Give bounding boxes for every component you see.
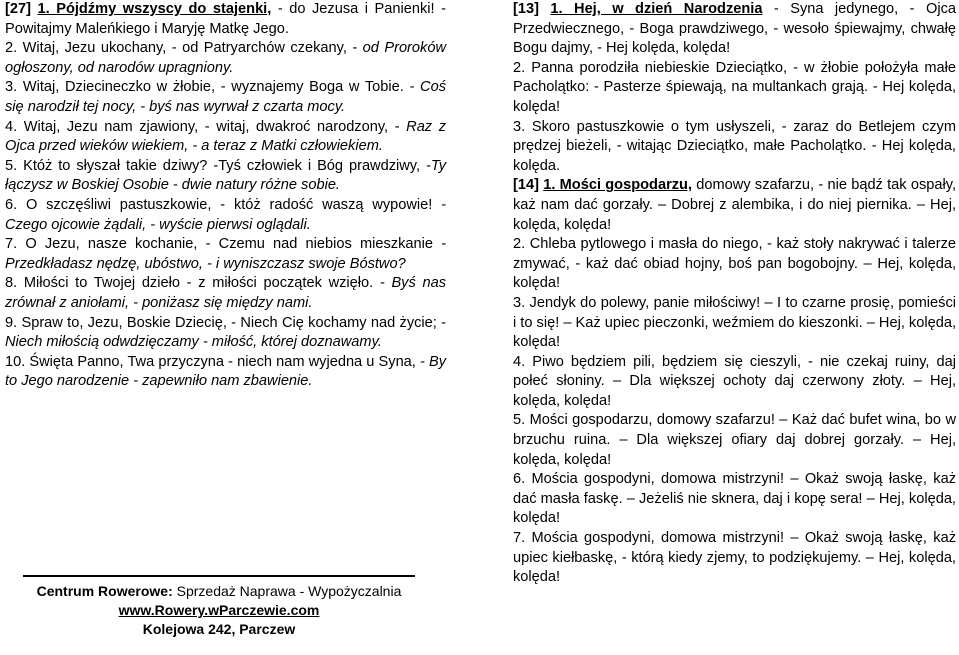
verse-text: 3. Witaj, Dziecineczko w żłobie, - wyznajemy Boga w Tobie. <box>5 79 410 96</box>
song-13-verse-2: 2. Panna porodziła niebieskie Dzieciątko, - w żłobie położyła małe Pacholątko: - Pasterze śpiewają, na multankach grają. - Hej kolęda, kolęda! <box>513 59 956 115</box>
verse-refrain: - Coś się narodził tej nocy, - byś nas wyrwał z czarta mocy. <box>5 79 446 115</box>
ad-website-link[interactable]: www.Rowery.wParczewie.com <box>118 602 320 618</box>
song-14-verse-1 <box>513 176 956 235</box>
verse-refrain: - Przedkładasz nędzę, ubóstwo, - i wyniszczasz swoje Bóstwo? <box>5 236 446 272</box>
verse-refrain: Raz z Ojca przed wieków wiekiem, - a teraz z Matki człowiekiem. <box>5 118 446 155</box>
song-13-number: [13] <box>513 1 539 17</box>
song-14-verse-3: 3. Jendyk do polewy, panie miłościwy! – I to czarne prosię, pomieści i to się! – Każ upiec pieczonki, weźmiem do kieszonki. – Hej, kolęda, kolęda! <box>513 294 956 351</box>
song-27-verse-1-text: - do Jezusa i Panienki! - Powitajmy Maleńkiego i Maryję Matkę Jego. <box>5 1 446 37</box>
ad-services: Sprzedaż Naprawa - Wypożyczalnia <box>172 583 402 599</box>
song-13-title: 1. Hej, w dzień Narodzenia <box>550 1 763 17</box>
song-27-verse-7 <box>5 235 446 274</box>
song-27-verse-1 <box>5 0 446 39</box>
song-27-verse-4 <box>5 118 446 157</box>
verse-refrain: od Proroków ogłoszony, od narodów upragniony. <box>5 40 446 76</box>
song-14-verse-1-text: domowy szafarzu, - nie bądź tak ospały, każ nam dać gorzały. – Dobrej z alembika, i do niej piernika. – Hej, kolęda, kolęda! <box>513 177 957 233</box>
verse-refrain: - By to Jego narodzenie - zapewniło nam zbawienie. <box>5 353 446 390</box>
verse-refrain: - Czego ojcowie żądali, - wyście pierwsi oglądali. <box>5 196 446 233</box>
verse-text: 2. Witaj, Jezu ukochany, - od Patryarchów czekany, - <box>5 40 363 57</box>
left-column <box>5 0 446 392</box>
song-14-verse-7: 7. Mościa gospodyni, domowa mistrzyni! – Okaż swoją łaskę, każ upiec kiełbaskę, - którą kiedy zjemy, to podziękujemy. – Hej, kolęda, kolęda! <box>513 530 956 586</box>
ad-line-1 <box>23 582 415 601</box>
song-27-title: 1. Pójdźmy wszyscy do stajenki, <box>37 1 272 17</box>
song-14-verse-5: 5. Mości gospodarzu, domowy szafarzu! – Każ dać bufet wina, bo w brzuchu ruina. – Dla większej ofiary daj dobrej gorzały. – Hej, kolęda, kolęda! <box>513 412 956 468</box>
right-column <box>513 0 956 588</box>
verse-text: 10. Święta Panno, Twa przyczyna - niech nam wyjedna u Syna, <box>5 353 420 370</box>
verse-refrain: -Ty łączysz w Boskiej Osobie - dwie natury różne sobie. <box>5 157 446 194</box>
song-13-verse-1-text: - Syna jedynego, - Ojca Przedwiecznego, - Boga prawdziwego, - wesoło śpiewajmy, chwałę Bogu dajmy, - Hej kolęda, kolęda! <box>513 1 956 57</box>
song-13-verse-1 <box>513 0 956 59</box>
verse-text: 7. O Jezu, nasze kochanie, - Czemu nad niebios mieszkanie <box>5 236 442 253</box>
song-13-verse-3: 3. Skoro pastuszkowie o tym usłyszeli, - zaraz do Betlejem czym prędzej bieżeli, - witając Dzieciątko, małe Pacholątko. - Hej kolęda, kolęda. <box>513 118 956 174</box>
verse-refrain: - Byś nas zrównał z aniołami, - poniżasz się między nami. <box>5 275 446 311</box>
verse-text: 9. Spraw to, Jezu, Boskie Dziecię, - Niech Cię kochamy nad życie; - <box>5 314 446 331</box>
verse-text: 6. O szczęśliwi pastuszkowie, - któż radość waszą wypowie! <box>5 196 442 213</box>
song-27-verse-5 <box>5 157 446 196</box>
verse-text: 5. Któż to słyszał takie dziwy? -Tyś człowiek i Bóg prawdziwy, <box>5 157 426 174</box>
song-27-verse-2 <box>5 39 446 78</box>
song-27-verse-3 <box>5 78 446 117</box>
advertisement-box <box>23 575 415 644</box>
song-27-verse-8 <box>5 274 446 313</box>
ad-address: Kolejowa 242, Parczew <box>142 621 296 637</box>
verse-refrain: Niech miłością odwdzięczamy - miłość, której doznawamy. <box>5 334 382 351</box>
song-14-verse-6: 6. Mościa gospodyni, domowa mistrzyni! – Okaż swoją łaskę, każ dać masła faskę. – Jeżeliś nie sknera, daj i kopę sera! – Hej, kolęda, kolęda! <box>513 471 956 527</box>
verse-text: 8. Miłości to Twojej dzieło - z miłości początek wzięło. <box>5 275 380 292</box>
song-14-number: [14] <box>513 177 539 194</box>
verse-text: 4. Witaj, Jezu nam zjawiony, - witaj, dwakroć narodzony, - <box>5 118 407 135</box>
ad-company-name: Centrum Rowerowe: <box>36 583 173 599</box>
song-27-number: [27] <box>5 1 31 17</box>
song-14-verse-2: 2. Chleba pytlowego i masła do niego, - każ stoły nakrywać i talerze zmywać, - każ dać obiad hojny, boś pan bogobojny. – Hej, kolęda, kolęda! <box>513 236 956 292</box>
song-27-verse-9 <box>5 314 446 353</box>
song-27-verse-10 <box>5 353 446 392</box>
song-14-title: 1. Mości gospodarzu, <box>543 177 693 194</box>
song-27-verse-6 <box>5 196 446 235</box>
song-14-verse-4: 4. Piwo będziem pili, będziem się cieszyli, - nie czekaj ruiny, daj połeć słoniny. – Dla większej ochoty daj czerwony złoty. – Hej, kolęda, kolęda! <box>513 353 956 409</box>
